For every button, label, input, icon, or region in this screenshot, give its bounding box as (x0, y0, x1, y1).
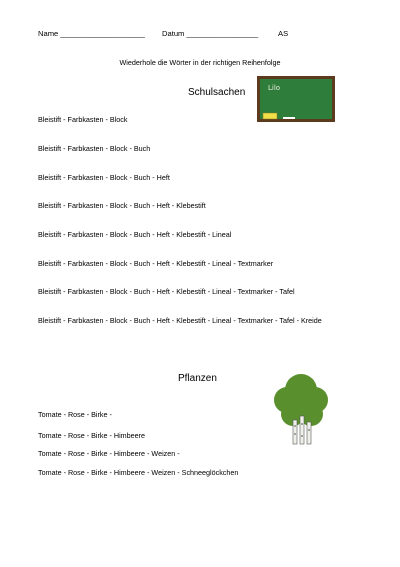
tree-trunk-left (293, 420, 297, 444)
chalkboard-icon (257, 76, 335, 124)
date-field-label: Datum _________________ (162, 29, 259, 38)
tree-trunk-right (307, 422, 311, 444)
word-line: Bleistift - Farbkasten - Block - Buch - Heft - Klebestift - Lineal - Textmarker - Tafel - Kreide (38, 316, 322, 325)
word-line: Tomate - Rose - Birke - (38, 410, 112, 419)
section-title-pflanzen: Pflanzen (178, 373, 217, 384)
birch-tree-icon (273, 370, 329, 446)
section-title-schulsachen: Schulsachen (188, 87, 246, 98)
word-line: Bleistift - Farbkasten - Block - Buch - Heft (38, 173, 170, 182)
word-line: Bleistift - Farbkasten - Block (38, 115, 128, 124)
tree-trunk-middle (300, 416, 304, 444)
name-field-label: Name ____________________ (38, 29, 145, 38)
chalkboard-text: Lilo (268, 84, 281, 92)
word-line: Bleistift - Farbkasten - Block - Buch - Heft - Klebestift - Lineal - Textmarker - Tafel (38, 287, 295, 296)
word-line: Tomate - Rose - Birke - Himbeere - Weizen - (38, 449, 180, 458)
instruction-text: Wiederhole die Wörter in der richtigen Reihenfolge (119, 58, 281, 67)
chalk-icon (283, 117, 295, 119)
word-line: Bleistift - Farbkasten - Block - Buch - Heft - Klebestift (38, 201, 206, 210)
initials-label: AS (278, 29, 289, 38)
word-line: Bleistift - Farbkasten - Block - Buch (38, 144, 151, 153)
word-line: Tomate - Rose - Birke - Himbeere (38, 431, 146, 440)
word-line: Bleistift - Farbkasten - Block - Buch - Heft - Klebestift - Lineal (38, 230, 232, 239)
sponge-icon (263, 113, 277, 119)
word-line: Tomate - Rose - Birke - Himbeere - Weizen - Schneeglöckchen (38, 468, 239, 477)
word-line: Bleistift - Farbkasten - Block - Buch - Heft - Klebestift - Lineal - Textmarker (38, 259, 274, 268)
